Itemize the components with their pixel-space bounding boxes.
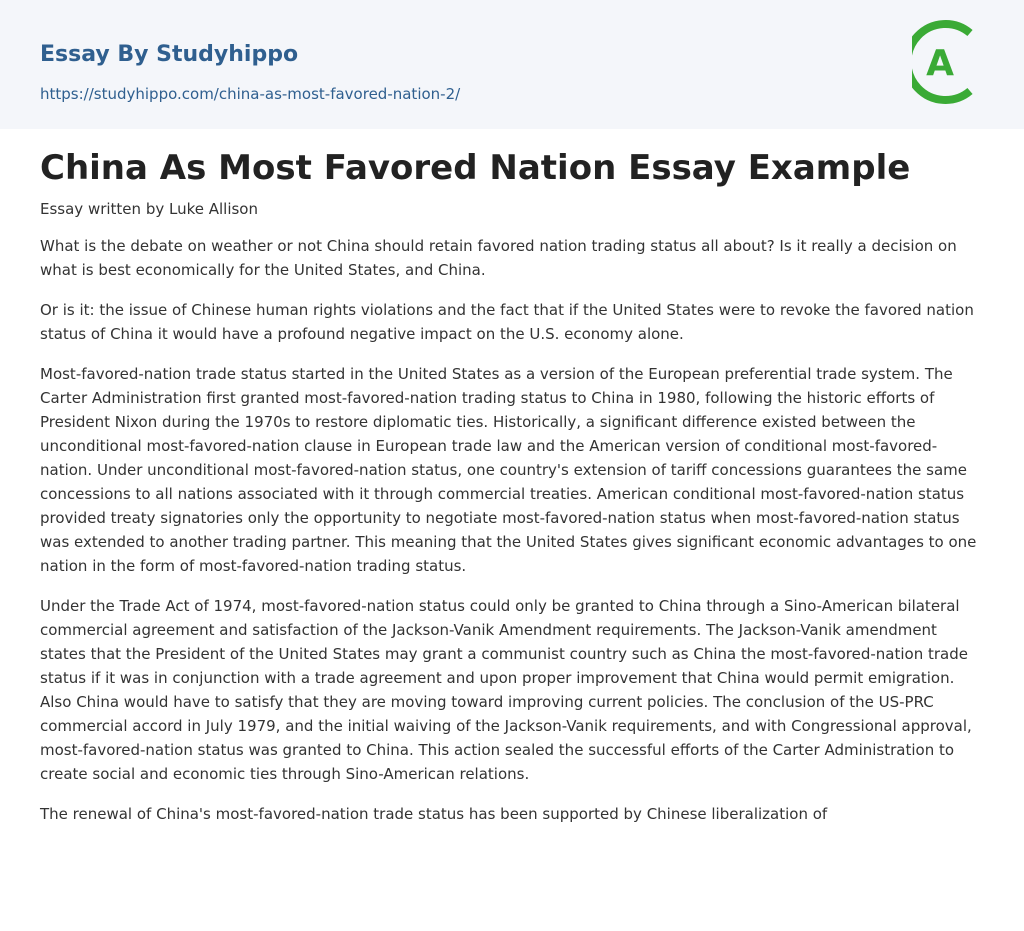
studyhippo-logo-icon[interactable] [912, 19, 986, 105]
brand-title[interactable]: Essay By Studyhippo [40, 42, 299, 67]
essay-paragraph-5: The renewal of China's most-favored-nation trade status has been supported by Chinese liberalization of [40, 805, 828, 823]
essay-body [40, 234, 984, 842]
essay-author: Essay written by Luke Allison [40, 200, 258, 218]
essay-paragraph-1: What is the debate on weather or not China should retain favored nation trading status all about? Is it really a decision on what is best economically for the United States, and China. [40, 237, 957, 279]
essay-paragraph-3: Most-favored-nation trade status started in the United States as a version of the European preferential trade system. The Carter Administration first granted most-favored-nation trading status to China in 1980, following the historic efforts of President Nixon during the 1970s to restore diplomatic ties. Historically, a significant difference existed between the unconditional most-favored-nation clause in European trade law and the American version of conditional most-favored-nation. Under unconditional most-favored-nation status, one country's extension of tariff concessions guarantees the same concessions to all nations associated with it through commercial treaties. American conditional most-favored-nation status provided treaty signatories only the opportunity to negotiate most-favored-nation status when most-favored-nation status was extended to another trading partner. This meaning that the United States gives significant economic advantages to one nation in the form of most-favored-nation trading status. [40, 365, 977, 575]
essay-title: China As Most Favored Nation Essay Example [40, 148, 911, 188]
logo-letter: A [926, 43, 954, 84]
essay-paragraph-4: Under the Trade Act of 1974, most-favored-nation status could only be granted to China through a Sino-American bilateral commercial agreement and satisfaction of the Jackson-Vanik Amendment requirements. The Jackson-Vanik amendment states that the President of the United States may grant a communist country such as China the most-favored-nation trade status if it was in conjunction with a trade agreement and upon proper improvement that China would permit emigration. Also China would have to satisfy that they are moving toward improving current policies. The conclusion of the US-PRC commercial accord in July 1979, and the initial waiving of the Jackson-Vanik requirements, and with Congressional approval, most-favored-nation status was granted to China. This action sealed the successful efforts of the Carter Administration to create social and economic ties through Sino-American relations. [40, 597, 972, 783]
essay-paragraph-2: Or is it: the issue of Chinese human rights violations and the fact that if the United States were to revoke the favored nation status of China it would have a profound negative impact on the U.S. economy alone. [40, 301, 974, 343]
page-url-link[interactable]: https://studyhippo.com/china-as-most-favored-nation-2/ [40, 85, 461, 103]
